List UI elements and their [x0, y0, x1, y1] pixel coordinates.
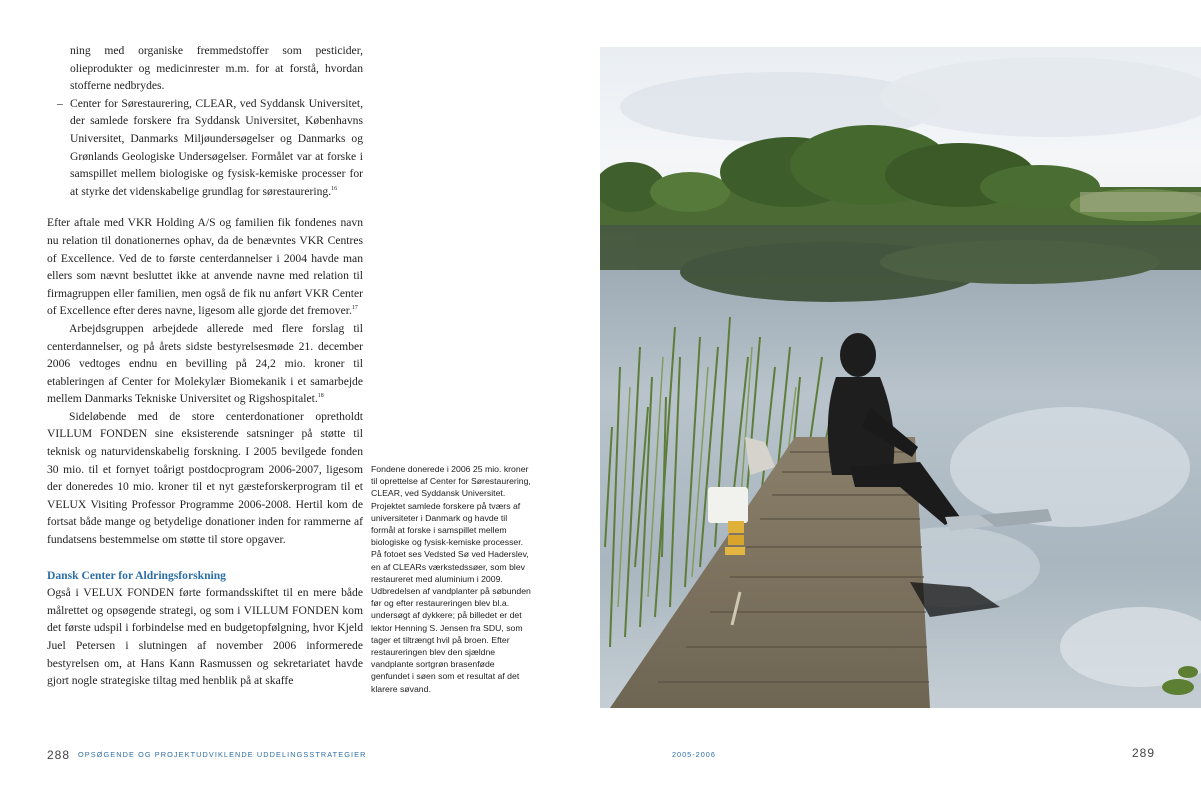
bullet-1-text: ning med organiske fremmedstoffer som pesticider, olieprodukter og medicinrester m.m. for at forstå, hvordan stofferne nedbrydes.	[70, 44, 363, 93]
footnote-ref-17: 17	[351, 305, 358, 312]
photo-caption: Fondene donerede i 2006 25 mio. kroner til oprettelse af Center for Sørestaurering, CLEAR, ved Syddansk Universitet. Projektet samlede forskere på tværs af universiteter i Danmark og havde til formål at forske i samspillet mellem biologiske og fysisk-kemiske processer. På fotoet ses Vedsted Sø ved Haderslev, en af CLEARs værkstedssøer, som blev restaureret med aluminium i 2009. Udbredelsen af vandplanter på søbunden før og efter restaureringen blev bl.a. undersøgt af dykkere; på billedet er det lektor Henning S. Jensen fra SDU, som tager et tiltrængt hvil på broen. Efter restaureringen blev den sjældne vandplante sortgrøn brasenføde genfundet i søen som et resultat af det klarere søvand.	[371, 464, 531, 694]
paragraph-research-support: Sideløbende med de store centerdonationer opretholdt VILLUM FONDEN sine eksisterende satsninger på støtte til teknisk og naturvidenskabelig forskning. I 2005 bevilgede fonden 30 mio. til et fornyet toårigt postdocprogram 2006-2007, ligesom der doneredes 10 mio. kroner til et nyt gæsteforskerprogram til et VELUX Visiting Professor Programme 2006-2008. Hertil kom de fortsat både mange og betydelige donationer inden for rammerne af fundatsens bestemmelse om støtte til store opgaver.	[47, 409, 363, 547]
paragraph-velux-strategy: Også i VELUX FONDEN førte formandsskiftet til en mere både målrettet og opsøgende strategi, og som i VILLUM FONDEN kom det første udspil i forbindelse med en budgetopfølgning, hvor Kjeld Juel Petersen i slutningen af november 2006 informerede bestyrelsen om, at Hans Kann Rasmussen og sekretariatet havde gjort nogle strategiske tiltag med henblik på at skaffe	[47, 586, 363, 688]
footer-left	[47, 746, 366, 764]
running-head: OPSØGENDE OG PROJEKTUDVIKLENDE UDDELINGSSTRATEGIER	[78, 750, 367, 760]
left-page-text-column	[47, 42, 363, 690]
lake-photo	[600, 47, 1201, 708]
page-number-right: 289	[1131, 746, 1155, 760]
bullet-item-clear	[70, 95, 363, 201]
paragraph-vkr-naming	[47, 214, 363, 320]
bullet-2-text: Center for Sørestaurering, CLEAR, ved Syddansk Universitet, der samlede forskere fra Syddansk Universitet, Københavns Universitet, Danmarks Miljøundersøgelser og Danmarks og Grønlands Geologiske Undersøgelser. Formålet var at forske i samspillet mellem biologiske og fysisk-kemiske processer for at styrke det videnskabelige grundlag for sørestaurering.	[70, 96, 363, 198]
footer-years: 2005-2006	[672, 750, 716, 759]
footnote-ref-18: 18	[317, 393, 324, 400]
paragraph-1-text: Efter aftale med VKR Holding A/S og familien fik fondenes navn nu relation til donationernes ophav, da de benævntes VKR Centres of Excellence. Ved de to første centerdannelser i 2004 havde man ellers som nævnt besluttet ikke at anvende navne med relation til firmagruppen eller familien, men også de fik nu anført VKR Center of Excellence efter deres navne, ligesom alle gjorde det fremover.	[47, 216, 363, 318]
page-number-left: 288	[47, 747, 71, 762]
bullet-list	[47, 42, 363, 200]
paragraph-molecular-biomechanics	[47, 320, 363, 408]
section-heading: Dansk Center for Aldringsforskning	[47, 568, 226, 582]
bullet-item-continued	[70, 42, 363, 95]
footnote-ref-16: 16	[331, 185, 338, 192]
paragraph-2-text: Arbejdsgruppen arbejdede allerede med flere forslag til centerdannelser, og på årets sidste bestyrelsesmøde 21. december 2006 vedtoges endnu en bevilling på 24,2 mio. kroner til etableringen af Center for Molekylær Biomekanik i et samarbejde mellem Danmarks Tekniske Universitet og Rigshospitalet.	[47, 321, 363, 406]
